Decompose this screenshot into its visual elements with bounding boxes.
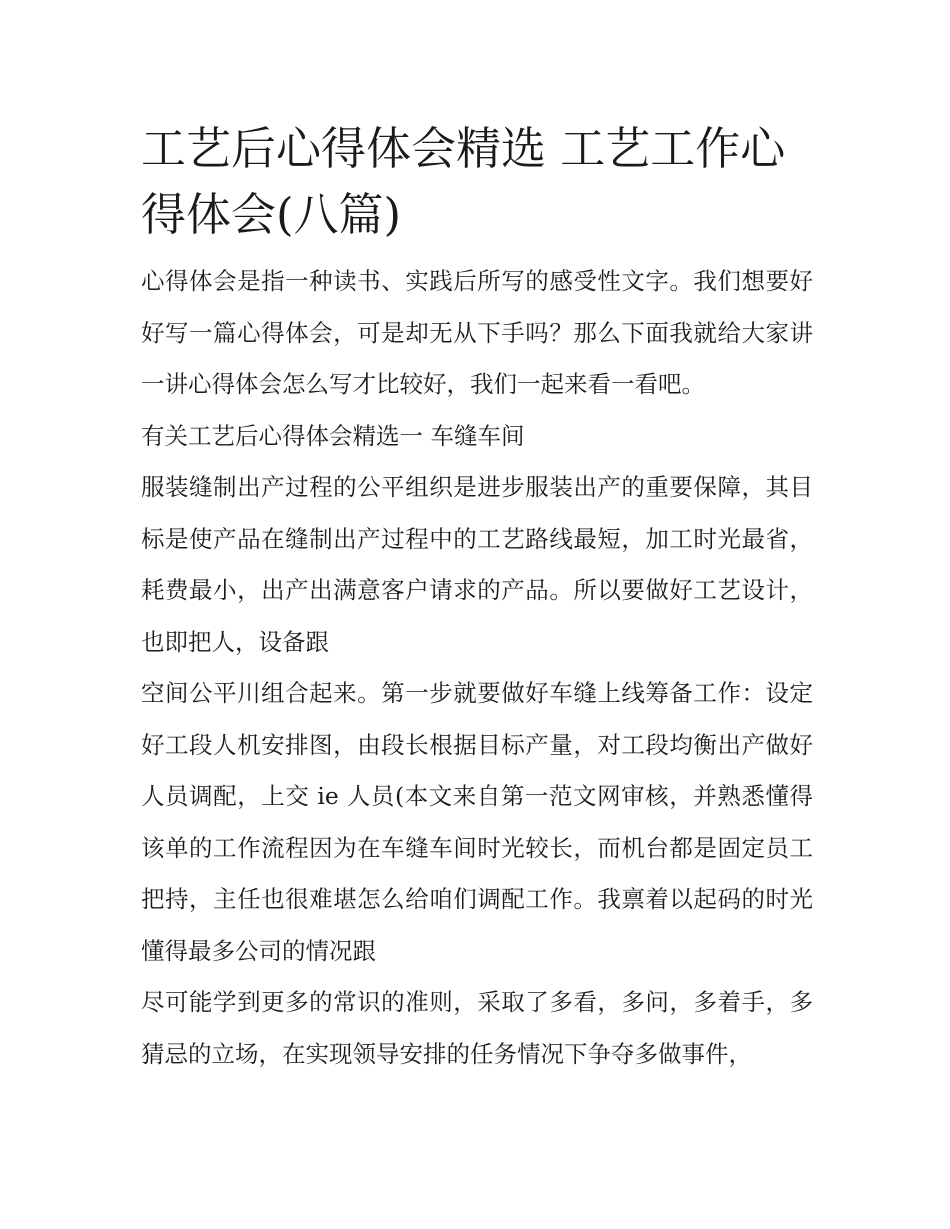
body-paragraph: 尽可能学到更多的常识的准则，采取了多看，多问，多着手，多猜忌的立场，在实现领导安排的任务情况下争夺多做事件， xyxy=(141,988,813,1068)
body-paragraph: 空间公平川组合起来。第一步就要做好车缝上线筹备工作：设定好工段人机安排图，由段长根据目标产量，对工段均衡出产做好人员调配，上交 ie 人员(本文来自第一范文网审核，并熟悉懂得该单的工作流程因为在车缝车间时光较长，而机台都是固定员工把持，主任也很难堪怎么给咱们调配工作。我禀着以起码的时光懂得最多公司的情况跟 xyxy=(141,679,813,965)
intro-paragraph: 心得体会是指一种读书、实践后所写的感受性文字。我们想要好好写一篇心得体会，可是却无从下手吗？那么下面我就给大家讲一讲心得体会怎么写才比较好，我们一起来看一看吧。 xyxy=(141,267,813,398)
section-heading: 有关工艺后心得体会精选一 车缝车间 xyxy=(141,421,525,450)
document-page xyxy=(141,116,813,1080)
body-paragraph: 服装缝制出产过程的公平组织是进步服装出产的重要保障，其目标是使产品在缝制出产过程中的工艺路线最短，加工时光最省，耗费最小，出产出满意客户请求的产品。所以要做好工艺设计，也即把人，设备跟 xyxy=(141,473,813,656)
document-title: 工艺后心得体会精选 工艺工作心得体会(八篇) xyxy=(141,122,786,241)
